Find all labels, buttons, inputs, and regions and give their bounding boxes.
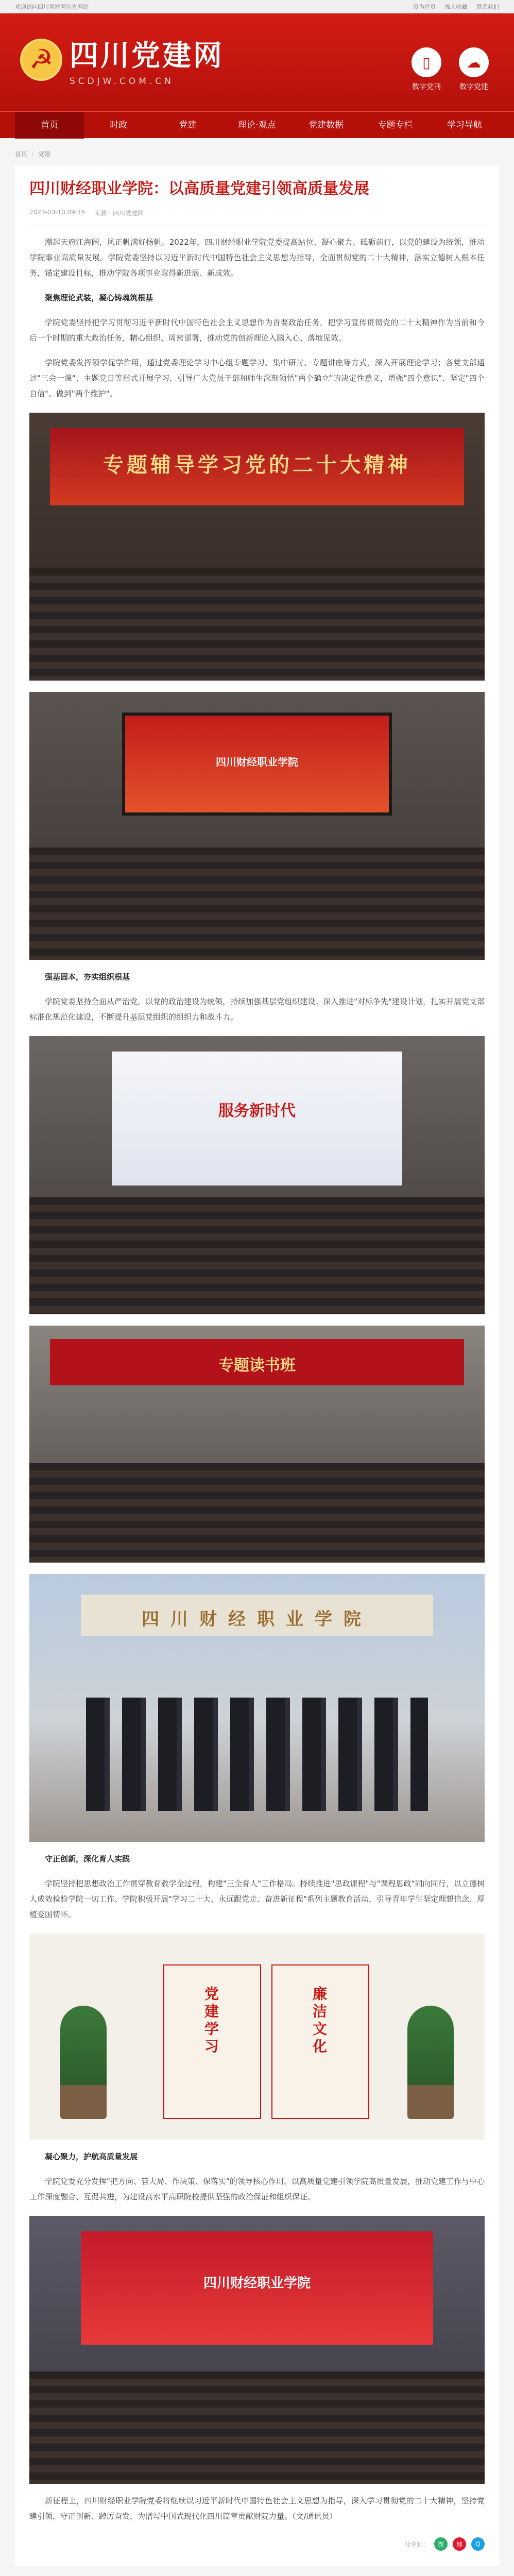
- photo-banner-text: 专题读书班: [218, 1357, 296, 1375]
- article-date: 2023-03-10 09:15: [29, 209, 85, 216]
- site-subtitle: SCDJW.COM.CN: [70, 76, 174, 87]
- article-title: 四川财经职业学院：以高质量党建引领高质量发展: [29, 180, 369, 198]
- section-heading: 强基固本，夯实组织根基: [45, 972, 130, 981]
- paragraph: 学院党委充分发挥"把方向、管大局、作决策、保落实"的领导核心作用，以高质量党建引领学院高质量发展，推动党建工作与中心工作深度融合、互促共进，为建设高水平高职院校提供坚强的政治保证和组织保证。: [29, 2177, 485, 2201]
- party-emblem-icon: ☭: [20, 39, 62, 81]
- section-heading: 凝心聚力，护航高质量发展: [45, 2152, 138, 2161]
- nav-item-topics[interactable]: 专题专栏: [378, 120, 413, 130]
- header-tools: [412, 47, 489, 92]
- top-links: [406, 3, 499, 11]
- breadcrumb-home[interactable]: 首页: [15, 150, 28, 158]
- photo-presentation: [29, 1036, 485, 1314]
- section-heading: 守正创新，深化育人实践: [45, 1854, 130, 1863]
- exhibit-panel: 廉洁文化: [271, 1964, 369, 2119]
- section-heading: 聚焦理论武装，凝心铸魂筑根基: [45, 293, 153, 302]
- photo-banner-text: 四川财经职业学院: [216, 756, 298, 768]
- top-bar: [0, 0, 514, 13]
- plant-decoration: [60, 2006, 107, 2119]
- paragraph: 学院党委发挥领学促学作用，通过党委理论学习中心组专题学习、集中研讨、专题讲座等方式，深入开展理论学习；各党支部通过"三会一课"、主题党日等形式开展学习，引导广大党员干部和师生深刻领悟"两个确立"的决定性意义，增强"四个意识"、坚定"四个自信"、做到"两个维护"。: [29, 358, 485, 398]
- top-link[interactable]: 联系我们: [476, 4, 499, 10]
- paragraph: 学院坚持把思想政治工作贯穿教育教学全过程，构建"三全育人"工作格局。持续推进"思政课程"与"课程思政"同向同行，以立德树人成效检验学院一切工作。学院积极开展"学习二十大、永远跟党走、奋进新征程"系列主题教育活动，引导青年学生坚定理想信念、厚植爱国情怀。: [29, 1879, 485, 1919]
- plant-decoration: [407, 2006, 454, 2119]
- tool-label: 数字党刊: [412, 83, 441, 91]
- photo-banner-text: 专题辅导学习党的二十大精神: [103, 453, 411, 477]
- main-nav: [0, 111, 514, 138]
- nav-item-home[interactable]: 首页: [15, 112, 84, 139]
- exhibit-panel: 党建学习: [163, 1964, 261, 2119]
- qq-icon[interactable]: Q: [471, 2537, 485, 2551]
- paragraph: 学院党委坚持把学习贯彻习近平新时代中国特色社会主义思想作为首要政治任务，把学习宣传贯彻党的二十大精神作为当前和今后一个时期的重大政治任务，精心组织、周密部署，推动党的创新理论入脑入心、落地见效。: [29, 318, 485, 343]
- photo-meeting-screen: [29, 692, 485, 960]
- photo-group-outdoor: [29, 1574, 485, 1842]
- share-bar: [29, 2537, 485, 2551]
- nav-item-party[interactable]: 党建: [179, 120, 197, 130]
- site-header: [0, 13, 514, 111]
- article-meta: [29, 209, 485, 225]
- closing-paragraph: 新征程上，四川财经职业学院党委将继续以习近平新时代中国特色社会主义思想为指导，深入学习贯彻党的二十大精神，坚持党建引领，守正创新、踔厉奋发，为谱写中国式现代化四川篇章贡献财院力量。（文/通讯员）: [29, 2496, 485, 2521]
- nav-item-theory[interactable]: 理论·观点: [238, 120, 276, 130]
- share-label: 分享到：: [404, 2540, 429, 2548]
- paragraph: 学院党委坚持全面从严治党，以党的政治建设为统领，持续加强基层党组织建设。深入推进"对标争先"建设计划，扎实开展党支部标准化规范化建设，不断提升基层党组织的组织力和战斗力。: [29, 997, 485, 1022]
- article-body: [29, 234, 485, 2524]
- wechat-icon[interactable]: 微: [434, 2537, 448, 2551]
- welcome-text: 欢迎访问四川党建网官方网站: [15, 4, 89, 10]
- site-logo[interactable]: [20, 33, 224, 87]
- cloud-icon: ☁: [459, 47, 489, 77]
- photo-reading-class: [29, 1326, 485, 1563]
- photo-conference: [29, 2216, 485, 2484]
- digital-journal-button[interactable]: [412, 47, 441, 92]
- photo-lecture-hall: [29, 413, 485, 681]
- nav-item-data[interactable]: 党建数据: [309, 120, 344, 130]
- photo-exhibition-panels: [29, 1934, 485, 2140]
- tool-label: 数字党建: [459, 83, 488, 91]
- top-link[interactable]: 设为首页: [413, 4, 436, 10]
- weibo-icon[interactable]: 博: [453, 2537, 466, 2551]
- article: [15, 165, 499, 2566]
- site-title: 四川党建网: [70, 39, 224, 73]
- nav-item-guide[interactable]: 学习导航: [447, 120, 482, 130]
- nav-item-politics[interactable]: 时政: [110, 120, 128, 130]
- digital-party-button[interactable]: [459, 47, 489, 92]
- article-source: 来源：四川党建网: [94, 210, 144, 217]
- top-link[interactable]: 加入收藏: [444, 4, 468, 10]
- photo-banner-text: 四川财经职业学院: [203, 2276, 311, 2291]
- photo-banner-text: 服务新时代: [218, 1102, 296, 1120]
- breadcrumb: 首页 › 党建: [15, 150, 50, 158]
- photo-banner-text: 四川财经职业学院: [142, 1609, 372, 1630]
- paragraph: 潮起天府江海阔，风正帆满好扬帆。2022年，四川财经职业学院党委提高站位、凝心聚力、砥砺前行，以党的建设为统领，推动学院事业高质量发展。学院党委坚持以习近平新时代中国特色社会主义思想为指导，全面贯彻党的二十大精神，落实立德树人根本任务，锚定建设目标，推动学院各项事业取得新进展、新成效。: [29, 238, 485, 278]
- breadcrumb-section[interactable]: 党建: [38, 150, 50, 158]
- mobile-icon: ▯: [412, 47, 441, 77]
